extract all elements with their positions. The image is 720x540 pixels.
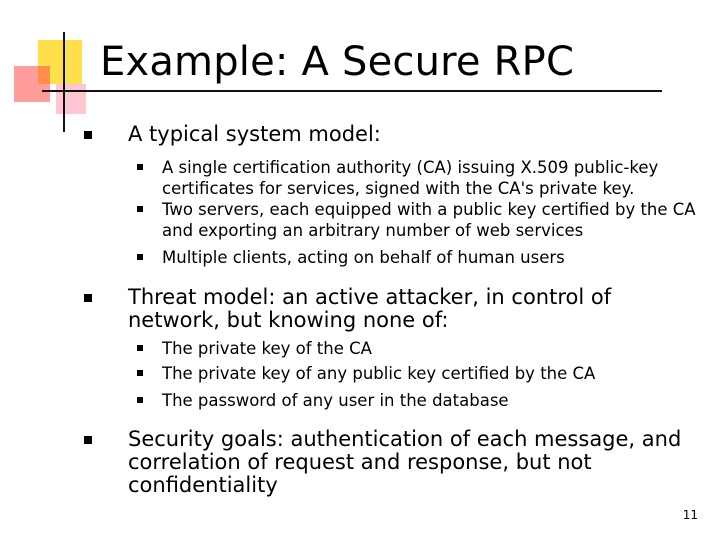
sub-bullet-text: A single certification authority (CA) issuing X.509 public-key certificates for services, signed with the CA's private key.	[162, 158, 659, 198]
sub-bullet-password	[137, 390, 697, 411]
bullet-security-goals	[84, 428, 694, 497]
sub-bullet-marker	[137, 254, 143, 260]
page-number: 11	[682, 508, 698, 522]
sub-bullet-marker	[137, 164, 143, 170]
sub-bullet-text: The password of any user in the database	[162, 391, 509, 410]
sub-bullet-marker	[137, 206, 143, 212]
bullet-marker	[84, 436, 92, 444]
sub-bullet-servers	[137, 199, 697, 241]
sub-bullet-text: Two servers, each equipped with a public key certified by the CA and exporting an arbitrary number of web services	[162, 200, 696, 240]
sub-bullet-text: Multiple clients, acting on behalf of human users	[162, 248, 565, 267]
sub-bullet-marker	[137, 345, 143, 351]
sub-bullet-certified-key	[137, 363, 697, 384]
sub-bullet-marker	[137, 397, 143, 403]
sub-bullet-text: The private key of any public key certified by the CA	[162, 364, 596, 383]
sub-bullet-marker	[137, 370, 143, 376]
sub-bullet-ca-key	[137, 338, 697, 359]
bullet-marker	[84, 294, 92, 302]
bullet-threat-model	[84, 286, 694, 332]
sub-bullet-ca	[137, 157, 697, 199]
bullet-text: A typical system model:	[128, 122, 381, 146]
bullet-marker	[84, 131, 92, 139]
slide-title: Example: A Secure RPC	[100, 39, 575, 85]
bullet-text: Threat model: an active attacker, in control of network, but knowing none of:	[128, 285, 612, 332]
bullet-system-model	[84, 123, 694, 146]
sub-bullet-text: The private key of the CA	[162, 339, 372, 358]
bullet-text: Security goals: authentication of each message, and correlation of request and response, but not confidentiality	[128, 427, 682, 497]
sub-bullet-clients	[137, 247, 697, 268]
